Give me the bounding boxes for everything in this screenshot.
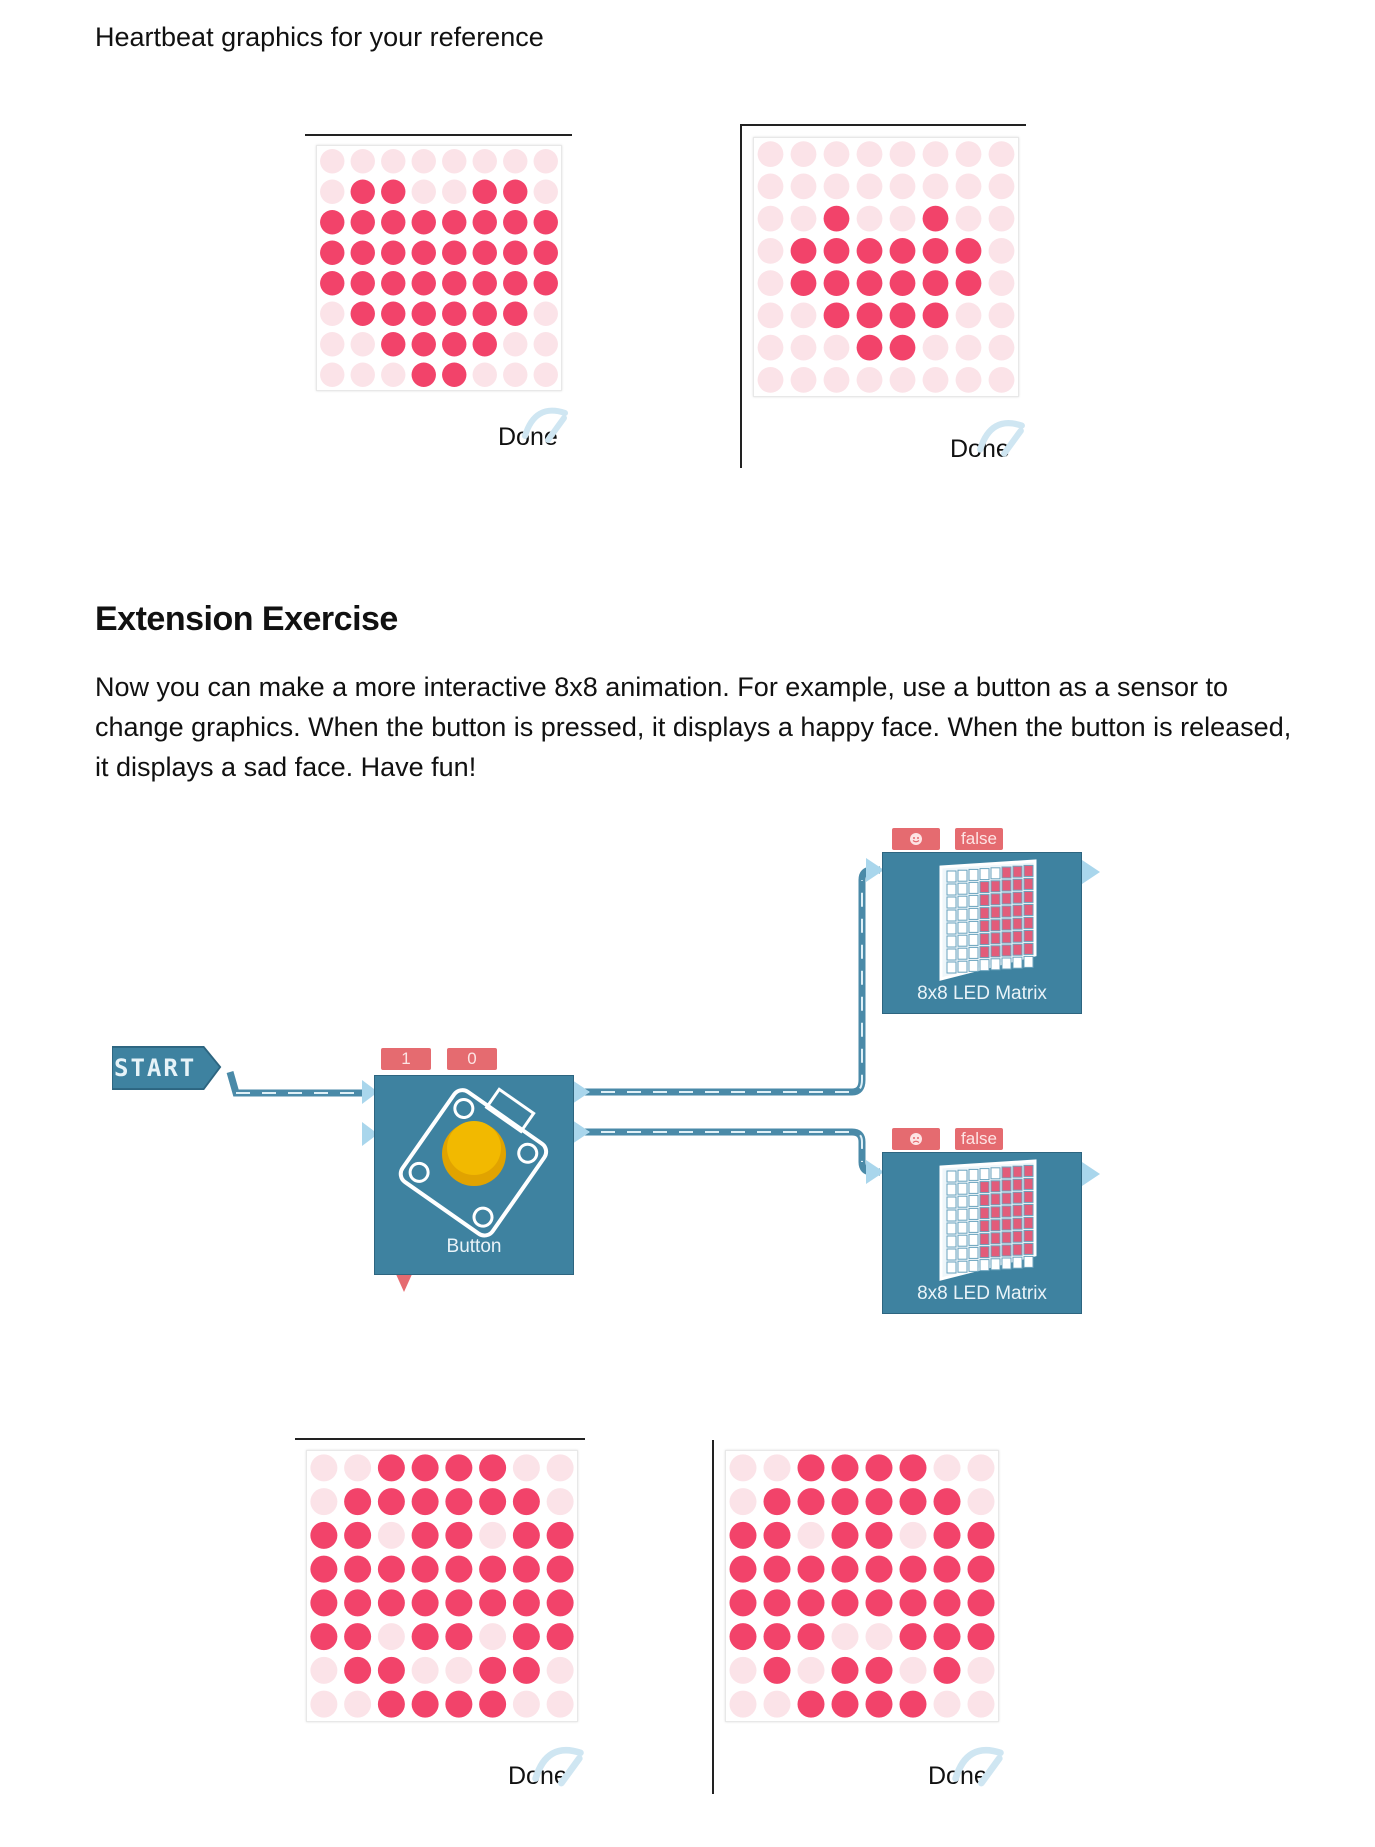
led-panel-cell [991, 1181, 1000, 1192]
led-panel-cell [1013, 879, 1022, 890]
done-label[interactable]: Done [498, 423, 558, 451]
led-flag-pin[interactable]: false [955, 828, 1003, 850]
led-panel-cell [991, 1207, 1000, 1218]
led-on[interactable] [798, 1556, 825, 1583]
led-on[interactable] [479, 1488, 506, 1515]
led-panel-cell [1002, 919, 1011, 930]
led-on[interactable] [310, 1589, 337, 1616]
led-panel-cell [958, 870, 967, 881]
led-panel-cell [947, 1236, 956, 1247]
led-panel-cell [969, 895, 978, 906]
led-on[interactable] [764, 1657, 791, 1684]
led-panel-cell [947, 1249, 956, 1260]
led-on[interactable] [730, 1623, 757, 1650]
led-panel-cell [969, 1260, 978, 1271]
led-on[interactable] [547, 1589, 574, 1616]
led-panel-cell [1013, 1244, 1022, 1255]
led-panel-cell [958, 1248, 967, 1259]
led-on[interactable] [445, 1623, 472, 1650]
led-on[interactable] [934, 1556, 961, 1583]
led-on[interactable] [866, 1589, 893, 1616]
led-off[interactable] [934, 1691, 961, 1718]
led-panel-cell [1002, 880, 1011, 891]
led-on[interactable] [378, 1589, 405, 1616]
done-label[interactable]: Done [950, 435, 1010, 463]
led-off[interactable] [968, 1488, 995, 1515]
led-panel-cell [958, 909, 967, 920]
led-matrix-module-icon [923, 1159, 1043, 1281]
led-on[interactable] [900, 1623, 927, 1650]
led-panel-cell [958, 935, 967, 946]
led-panel-cell [1002, 1193, 1011, 1204]
led-panel-cell [969, 921, 978, 932]
led-off[interactable] [310, 1488, 337, 1515]
led-panel-cell [991, 1194, 1000, 1205]
led-off[interactable] [730, 1657, 757, 1684]
led-panel-cell [980, 908, 989, 919]
led-off[interactable] [764, 1454, 791, 1481]
led-panel-cell [969, 1195, 978, 1206]
intro-text: Heartbeat graphics for your reference [95, 22, 544, 52]
led-on[interactable] [310, 1623, 337, 1650]
led-panel-cell [969, 1221, 978, 1232]
led-panel-cell [991, 1259, 1000, 1270]
section-heading: Extension Exercise [95, 600, 398, 638]
led-panel-cell [980, 1234, 989, 1245]
led-panel-cell [1002, 945, 1011, 956]
led-off[interactable] [547, 1657, 574, 1684]
led-panel-cell [947, 1171, 956, 1182]
led-panel-cell [980, 960, 989, 971]
led-on[interactable] [866, 1454, 893, 1481]
led-on[interactable] [832, 1657, 859, 1684]
led-on[interactable] [412, 1691, 439, 1718]
led-matrix-block-label: 8x8 LED Matrix [917, 1283, 1047, 1304]
led-panel-cell [947, 910, 956, 921]
led-panel-cell [958, 896, 967, 907]
done-label[interactable]: Done [508, 1762, 568, 1790]
led-panel-cell [969, 1169, 978, 1180]
led-off[interactable] [547, 1488, 574, 1515]
led-on[interactable] [900, 1556, 927, 1583]
led-off[interactable] [900, 1657, 927, 1684]
led-off[interactable] [934, 1454, 961, 1481]
led-panel-cell [1013, 1257, 1022, 1268]
led-panel-cell [958, 1235, 967, 1246]
led-on[interactable] [445, 1556, 472, 1583]
led-off[interactable] [445, 1657, 472, 1684]
done-check-icon[interactable] [530, 1736, 586, 1792]
led-matrix-module-icon [923, 859, 1043, 981]
led-on[interactable] [412, 1522, 439, 1549]
button-module-icon [383, 1082, 565, 1242]
led-off[interactable] [344, 1454, 371, 1481]
led-on[interactable] [764, 1623, 791, 1650]
led-on[interactable] [764, 1488, 791, 1515]
led-off[interactable] [378, 1623, 405, 1650]
led-on[interactable] [798, 1589, 825, 1616]
led-panel-cell [969, 960, 978, 971]
led-panel-cell [1013, 1218, 1022, 1229]
led-panel-cell [958, 883, 967, 894]
led-on[interactable] [479, 1589, 506, 1616]
led-on[interactable] [730, 1556, 757, 1583]
led-panel-cell [1002, 906, 1011, 917]
led-on[interactable] [445, 1454, 472, 1481]
led-panel-cell [958, 1183, 967, 1194]
led-panel-cell [1013, 957, 1022, 968]
led-panel-cell [991, 907, 1000, 918]
led-panel-cell [1024, 891, 1033, 902]
led-panel-cell [1002, 1245, 1011, 1256]
led-panel-cell [947, 897, 956, 908]
led-on[interactable] [866, 1556, 893, 1583]
led-on[interactable] [934, 1623, 961, 1650]
led-panel-cell [969, 1208, 978, 1219]
led-off[interactable] [547, 1454, 574, 1481]
led-panel-cell [947, 923, 956, 934]
led-panel-cell [1002, 932, 1011, 943]
led-on[interactable] [378, 1488, 405, 1515]
led-panel-cell [991, 933, 1000, 944]
led-panel-cell [969, 947, 978, 958]
led-on[interactable] [968, 1623, 995, 1650]
led-on[interactable] [479, 1556, 506, 1583]
led-off[interactable] [798, 1522, 825, 1549]
led-panel-cell [1013, 905, 1022, 916]
led-panel-cell [947, 949, 956, 960]
led-on[interactable] [513, 1589, 540, 1616]
led-panel-cell [1024, 1191, 1033, 1202]
led-off[interactable] [310, 1657, 337, 1684]
led-on[interactable] [934, 1589, 961, 1616]
matrix-left-border [712, 1440, 714, 1794]
led-panel-cell [969, 1234, 978, 1245]
led-panel-cell [1013, 944, 1022, 955]
led-off[interactable] [968, 1454, 995, 1481]
led-on[interactable] [798, 1454, 825, 1481]
led-on[interactable] [445, 1522, 472, 1549]
led-panel-cell [980, 869, 989, 880]
led-off[interactable] [730, 1454, 757, 1481]
led-panel-cell [1013, 866, 1022, 877]
led-matrix-block-label: 8x8 LED Matrix [917, 983, 1047, 1004]
led-panel-cell [1002, 958, 1011, 969]
led-on[interactable] [344, 1522, 371, 1549]
led-off[interactable] [832, 1623, 859, 1650]
led-on[interactable] [344, 1589, 371, 1616]
led-off[interactable] [513, 1691, 540, 1718]
led-off[interactable] [798, 1657, 825, 1684]
led-panel-cell [980, 1195, 989, 1206]
led-off[interactable] [730, 1691, 757, 1718]
led-panel-cell [980, 882, 989, 893]
led-on[interactable] [513, 1522, 540, 1549]
led-panel-cell [991, 1233, 1000, 1244]
led-on[interactable] [798, 1488, 825, 1515]
led-panel-cell [1024, 865, 1033, 876]
start-label: START [114, 1054, 197, 1082]
led-panel-cell [980, 1247, 989, 1258]
led-panel-cell [969, 1182, 978, 1193]
led-on[interactable] [378, 1691, 405, 1718]
led-panel-cell [969, 869, 978, 880]
led-off[interactable] [412, 1657, 439, 1684]
led-matrix-block[interactable] [882, 852, 1082, 1014]
led-panel-cell [958, 1222, 967, 1233]
led-on[interactable] [730, 1589, 757, 1616]
led-on[interactable] [344, 1623, 371, 1650]
led-panel-cell [947, 1223, 956, 1234]
led-on[interactable] [968, 1589, 995, 1616]
led-off[interactable] [968, 1657, 995, 1684]
led-panel-cell [969, 882, 978, 893]
led-panel-cell [958, 961, 967, 972]
led-panel-cell [1024, 878, 1033, 889]
led-on[interactable] [412, 1589, 439, 1616]
led-on[interactable] [900, 1488, 927, 1515]
led-on[interactable] [547, 1556, 574, 1583]
led-on[interactable] [310, 1522, 337, 1549]
matrix-top-border [295, 1438, 585, 1440]
led-panel-cell [991, 868, 1000, 879]
led-panel-cell [1024, 930, 1033, 941]
led-on[interactable] [378, 1454, 405, 1481]
led-face-pin[interactable] [892, 1128, 940, 1150]
led-panel-cell [958, 1196, 967, 1207]
led-panel-cell [947, 871, 956, 882]
led-panel-cell [1002, 867, 1011, 878]
led-panel-cell [991, 959, 1000, 970]
led-panel-cell [1024, 904, 1033, 915]
led-panel-cell [1013, 918, 1022, 929]
led-panel-cell [991, 881, 1000, 892]
led-panel-cell [1024, 1217, 1033, 1228]
button-input-pin-2[interactable]: 0 [447, 1048, 497, 1070]
led-panel-cell [1013, 1166, 1022, 1177]
led-on[interactable] [832, 1691, 859, 1718]
led-panel-cell [1024, 917, 1033, 928]
led-on[interactable] [344, 1657, 371, 1684]
led-panel-cell [991, 894, 1000, 905]
led-panel-cell [947, 884, 956, 895]
led-on[interactable] [764, 1556, 791, 1583]
led-panel-cell [947, 962, 956, 973]
led-off[interactable] [378, 1522, 405, 1549]
led-panel-cell [1002, 893, 1011, 904]
led-on[interactable] [445, 1589, 472, 1616]
led-panel-cell [980, 1208, 989, 1219]
led-panel-cell [1013, 1192, 1022, 1203]
led-on[interactable] [832, 1556, 859, 1583]
sad-face-icon [909, 1132, 923, 1146]
led-panel-cell [969, 934, 978, 945]
led-on[interactable] [445, 1488, 472, 1515]
led-panel-cell [1002, 1206, 1011, 1217]
led-on[interactable] [764, 1589, 791, 1616]
led-panel-cell [1013, 1179, 1022, 1190]
led-on[interactable] [968, 1522, 995, 1549]
led-off[interactable] [344, 1691, 371, 1718]
led-on[interactable] [764, 1522, 791, 1549]
led-on[interactable] [445, 1691, 472, 1718]
led-panel-cell [980, 1221, 989, 1232]
led-on[interactable] [513, 1623, 540, 1650]
led-panel-cell [1024, 1256, 1033, 1267]
led-matrix-grid [306, 1450, 578, 1722]
led-panel-cell [1024, 1165, 1033, 1176]
led-on[interactable] [900, 1589, 927, 1616]
led-matrix-grid [725, 1450, 999, 1722]
led-on[interactable] [832, 1522, 859, 1549]
led-panel-cell [1024, 1230, 1033, 1241]
led-panel-cell [991, 1246, 1000, 1257]
led-panel-cell [947, 936, 956, 947]
led-on[interactable] [832, 1589, 859, 1616]
led-panel-cell [969, 1247, 978, 1258]
led-on[interactable] [798, 1623, 825, 1650]
led-panel-cell [1024, 956, 1033, 967]
led-off[interactable] [764, 1691, 791, 1718]
led-face-pin[interactable] [892, 828, 940, 850]
led-panel-cell [980, 1182, 989, 1193]
led-on[interactable] [513, 1657, 540, 1684]
led-panel-cell [947, 1197, 956, 1208]
led-off[interactable] [900, 1522, 927, 1549]
led-off[interactable] [310, 1454, 337, 1481]
led-off[interactable] [547, 1691, 574, 1718]
led-on[interactable] [479, 1657, 506, 1684]
led-on[interactable] [378, 1657, 405, 1684]
led-on[interactable] [934, 1522, 961, 1549]
led-panel-cell [958, 922, 967, 933]
led-off[interactable] [310, 1691, 337, 1718]
led-on[interactable] [479, 1691, 506, 1718]
led-panel-cell [1013, 931, 1022, 942]
button-block-label: Button [446, 1236, 502, 1257]
done-label[interactable]: Done [928, 1762, 988, 1790]
led-off[interactable] [866, 1623, 893, 1650]
led-on[interactable] [344, 1556, 371, 1583]
led-off[interactable] [479, 1623, 506, 1650]
led-panel-cell [980, 934, 989, 945]
led-on[interactable] [866, 1657, 893, 1684]
led-on[interactable] [547, 1522, 574, 1549]
led-on[interactable] [934, 1488, 961, 1515]
led-panel-cell [991, 1220, 1000, 1231]
led-on[interactable] [378, 1556, 405, 1583]
led-panel-cell [958, 1170, 967, 1181]
led-on[interactable] [968, 1556, 995, 1583]
led-panel-cell [1024, 943, 1033, 954]
led-panel-cell [958, 1261, 967, 1272]
led-panel-cell [1002, 1219, 1011, 1230]
led-on[interactable] [547, 1623, 574, 1650]
done-check-icon[interactable] [950, 1736, 1006, 1792]
led-panel-cell [1013, 1205, 1022, 1216]
led-panel-cell [1024, 1178, 1033, 1189]
led-panel-cell [1024, 1204, 1033, 1215]
led-panel-cell [980, 921, 989, 932]
led-off[interactable] [968, 1691, 995, 1718]
led-panel-cell [947, 1184, 956, 1195]
led-panel-cell [991, 946, 1000, 957]
led-panel-cell [1013, 892, 1022, 903]
led-on[interactable] [900, 1691, 927, 1718]
led-panel-cell [991, 1168, 1000, 1179]
instruction-paragraph: Now you can make a more interactive 8x8 animation. For example, use a button as a sensor to change graphics. When the button is pressed, it displays a happy face. When the button is released, it displays a sad face. Have fun! [95, 672, 1292, 782]
led-off[interactable] [730, 1488, 757, 1515]
led-panel-cell [958, 948, 967, 959]
led-panel-cell [1002, 1258, 1011, 1269]
led-panel-cell [991, 920, 1000, 931]
led-on[interactable] [412, 1454, 439, 1481]
led-on[interactable] [412, 1488, 439, 1515]
led-on[interactable] [412, 1556, 439, 1583]
led-panel-cell [947, 1210, 956, 1221]
led-panel-cell [1024, 1243, 1033, 1254]
led-off[interactable] [479, 1522, 506, 1549]
led-on[interactable] [866, 1488, 893, 1515]
led-panel-cell [980, 1169, 989, 1180]
led-on[interactable] [310, 1556, 337, 1583]
led-on[interactable] [412, 1623, 439, 1650]
led-flag-pin[interactable]: false [955, 1128, 1003, 1150]
button-block[interactable] [374, 1075, 574, 1275]
led-panel-cell [969, 908, 978, 919]
led-matrix-block[interactable] [882, 1152, 1082, 1314]
led-on[interactable] [934, 1657, 961, 1684]
smiley-icon [909, 832, 923, 846]
led-panel-cell [1002, 1180, 1011, 1191]
led-panel-cell [958, 1209, 967, 1220]
led-on[interactable] [798, 1691, 825, 1718]
led-on[interactable] [344, 1488, 371, 1515]
led-panel-cell [1002, 1232, 1011, 1243]
led-on[interactable] [832, 1488, 859, 1515]
led-on[interactable] [730, 1522, 757, 1549]
led-on[interactable] [866, 1522, 893, 1549]
led-panel-cell [980, 947, 989, 958]
led-on[interactable] [513, 1488, 540, 1515]
led-on[interactable] [866, 1691, 893, 1718]
led-on[interactable] [513, 1556, 540, 1583]
led-panel-cell [947, 1262, 956, 1273]
led-panel-cell [1013, 1231, 1022, 1242]
led-on[interactable] [832, 1454, 859, 1481]
led-panel-cell [1002, 1167, 1011, 1178]
led-panel-cell [980, 1260, 989, 1271]
led-panel-cell [980, 895, 989, 906]
led-on[interactable] [900, 1454, 927, 1481]
led-off[interactable] [513, 1454, 540, 1481]
led-on[interactable] [479, 1454, 506, 1481]
button-input-pin-1[interactable]: 1 [381, 1048, 431, 1070]
